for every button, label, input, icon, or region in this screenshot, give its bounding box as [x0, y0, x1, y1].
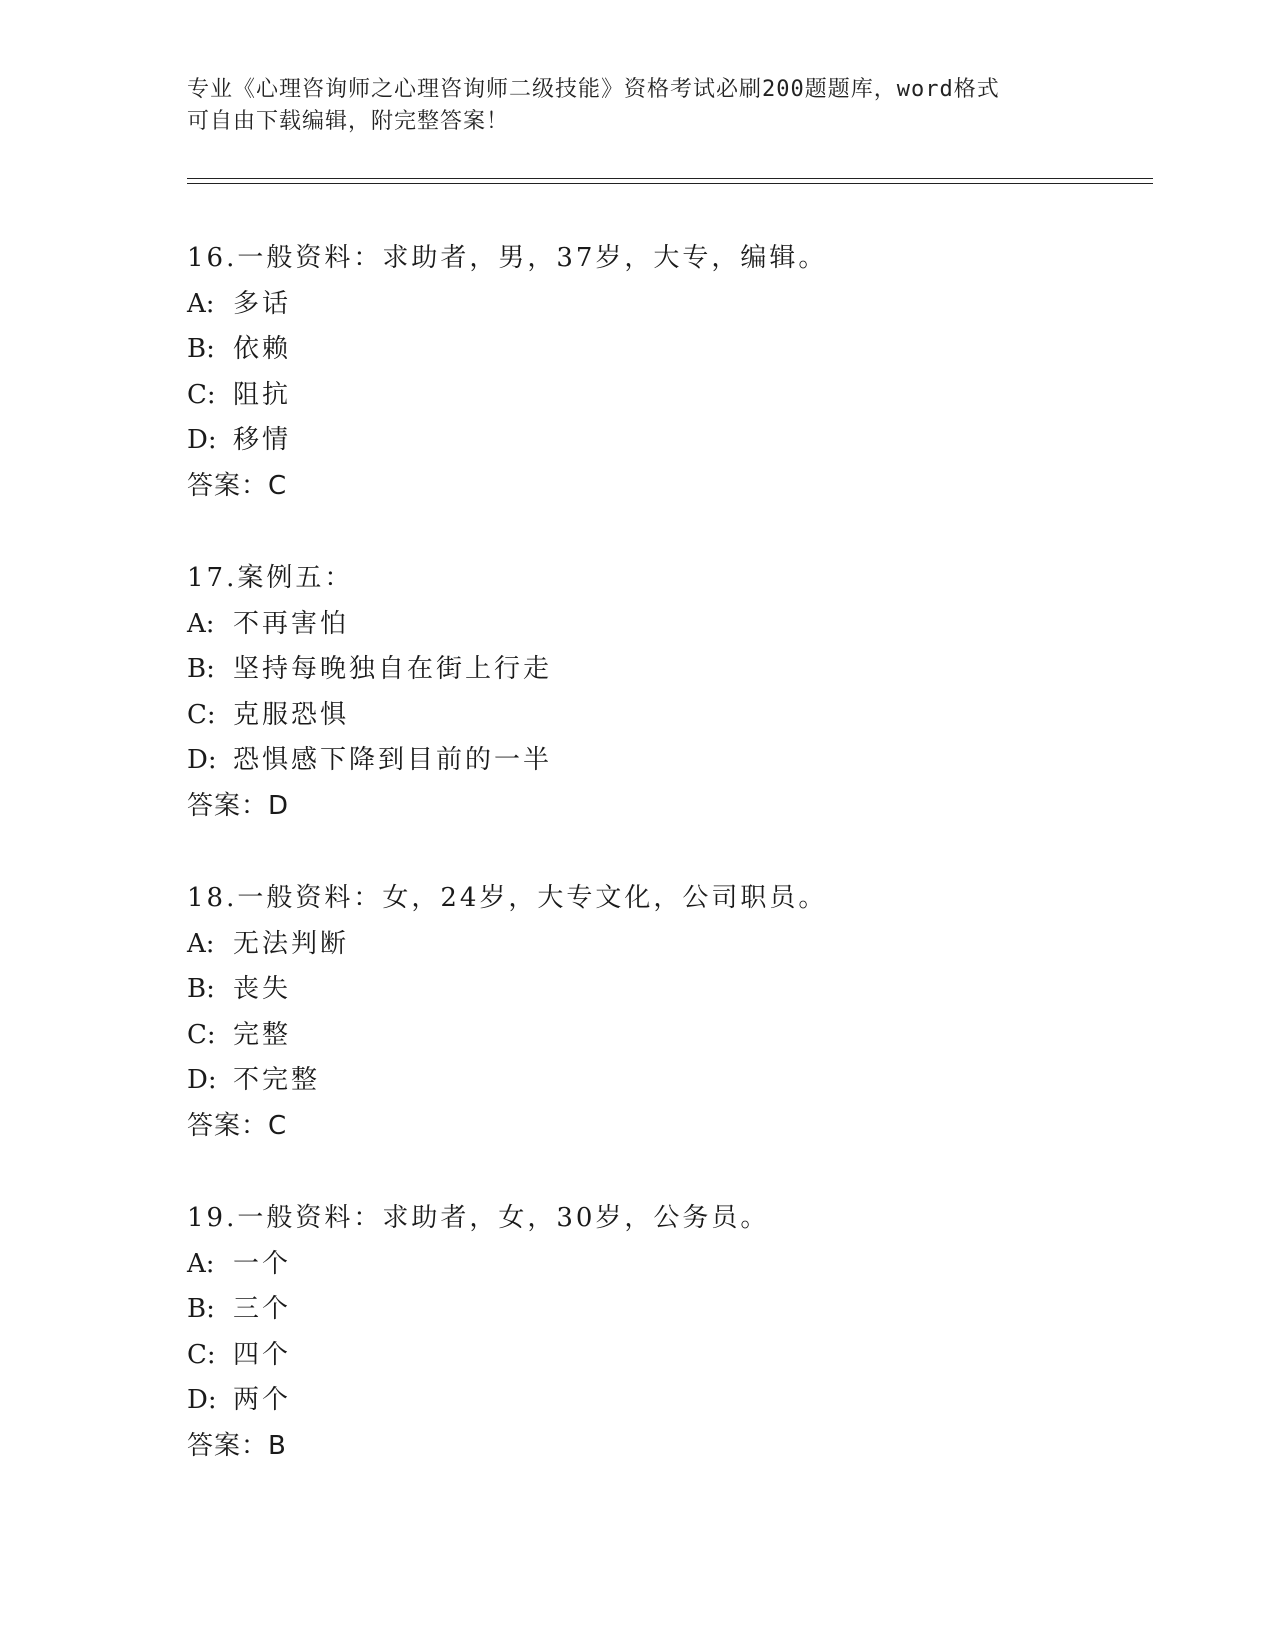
question-stem: 17.案例五： — [187, 563, 354, 593]
header-title-line-2: 可自由下载编辑，附完整答案！ — [187, 109, 510, 134]
option-a — [187, 602, 1153, 648]
option-d — [187, 1058, 1153, 1104]
option-d — [187, 418, 1153, 464]
question-stem: 18.一般资料：女，24岁，大专文化，公司职员。 — [187, 883, 828, 913]
option-key: C: — [187, 1019, 216, 1050]
option-key: B: — [187, 1294, 215, 1324]
option-text: 无法判断 — [233, 928, 350, 959]
option-text: 移情 — [233, 425, 292, 455]
option-text: 恐惧感下降到目前的一半 — [233, 745, 553, 775]
option-key: A: — [187, 288, 215, 319]
option-text: 不完整 — [233, 1065, 321, 1095]
option-a — [187, 922, 1153, 968]
option-key: B: — [187, 974, 215, 1004]
option-key: D: — [187, 1385, 217, 1415]
option-key: D: — [187, 745, 217, 775]
option-key: C: — [187, 379, 216, 410]
question-19 — [187, 1196, 1153, 1516]
option-a — [187, 282, 1153, 328]
option-d — [187, 1378, 1153, 1424]
question-stem: 19.一般资料：求助者，女，30岁，公务员。 — [187, 1203, 770, 1233]
header-divider-top — [187, 178, 1153, 179]
option-c — [187, 1333, 1153, 1379]
option-key: A: — [187, 1248, 215, 1279]
option-text: 阻抗 — [233, 379, 292, 410]
option-text: 不再害怕 — [233, 608, 350, 639]
question-18 — [187, 876, 1153, 1196]
option-b — [187, 967, 1153, 1013]
option-key: B: — [187, 654, 215, 684]
option-key: C: — [187, 699, 216, 730]
answer-line: 答案：B — [187, 1430, 287, 1461]
option-c — [187, 373, 1153, 419]
option-b — [187, 327, 1153, 373]
answer-line: 答案：D — [187, 790, 290, 821]
option-text: 丧失 — [233, 974, 292, 1004]
question-16 — [187, 236, 1153, 556]
option-text: 依赖 — [233, 334, 292, 364]
option-b — [187, 1287, 1153, 1333]
option-key: D: — [187, 1065, 217, 1095]
option-a — [187, 1242, 1153, 1288]
option-text: 完整 — [233, 1019, 292, 1050]
answer-line: 答案：C — [187, 470, 288, 501]
option-text: 坚持每晚独自在街上行走 — [233, 654, 553, 684]
option-key: B: — [187, 334, 215, 364]
option-key: C: — [187, 1339, 216, 1370]
answer-line: 答案：C — [187, 1110, 288, 1141]
option-text: 一个 — [233, 1248, 292, 1279]
option-key: A: — [187, 928, 215, 959]
header-divider-bottom — [187, 183, 1153, 184]
question-stem: 16.一般资料：求助者，男，37岁，大专，编辑。 — [187, 243, 828, 273]
option-d — [187, 738, 1153, 784]
header-title-line-1: 专业《心理咨询师之心理咨询师二级技能》资格考试必刷200题题库，word格式 — [187, 77, 1000, 102]
option-text: 四个 — [233, 1339, 292, 1370]
option-text: 克服恐惧 — [233, 699, 350, 730]
question-17 — [187, 556, 1153, 876]
question-list — [187, 236, 1153, 1516]
option-text: 三个 — [233, 1294, 292, 1324]
option-c — [187, 693, 1153, 739]
option-key: D: — [187, 425, 217, 455]
option-c — [187, 1013, 1153, 1059]
document-header — [187, 74, 1087, 138]
option-text: 多话 — [233, 288, 292, 319]
option-text: 两个 — [233, 1385, 292, 1415]
option-key: A: — [187, 608, 215, 639]
option-b — [187, 647, 1153, 693]
